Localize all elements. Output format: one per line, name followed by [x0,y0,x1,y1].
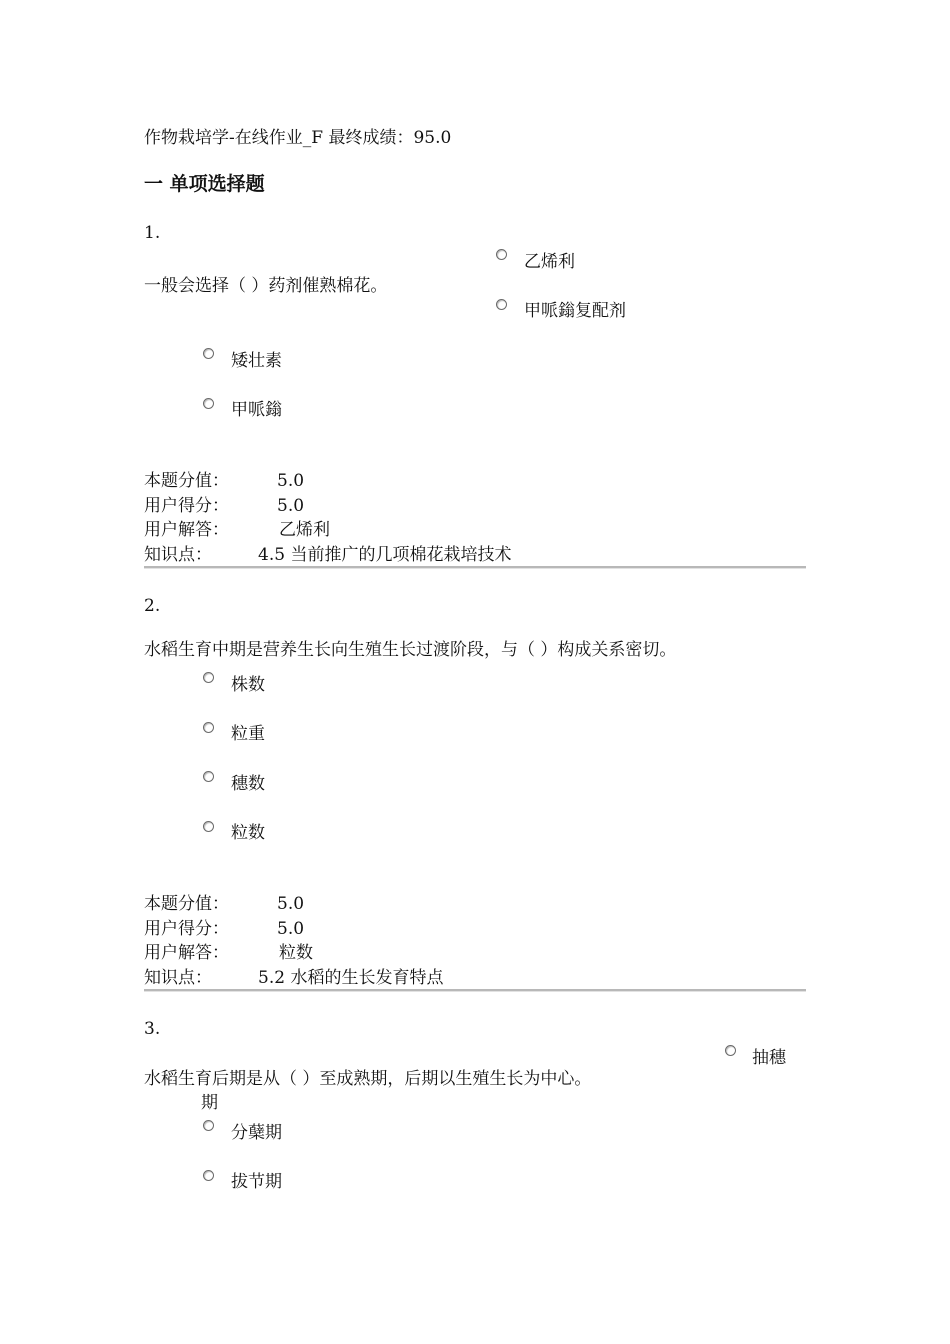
answer-label: 用户解答： [144,520,229,540]
option-radio[interactable] [203,1120,214,1131]
option-radio[interactable] [496,249,507,260]
got-value: 5.0 [277,496,305,516]
knowledge-label: 知识点： [144,968,212,988]
question-number: 1. [144,223,161,243]
knowledge-label: 知识点： [144,545,212,565]
option-label: 分蘖期 [231,1123,282,1143]
option-radio[interactable] [203,672,214,683]
option-radio[interactable] [203,821,214,832]
option-radio[interactable] [203,348,214,359]
question-number: 2. [144,596,161,616]
answer-value: 乙烯利 [279,520,330,540]
score-value: 5.0 [277,471,305,491]
question-text: 水稻生育中期是营养生长向生殖生长过渡阶段，与（ ）构成关系密切。 [144,640,677,660]
option-radio[interactable] [203,722,214,733]
option-radio[interactable] [725,1045,736,1056]
got-label: 用户得分： [144,919,229,939]
question-text: 水稻生育后期是从（ ）至成熟期，后期以生殖生长为中心。 [144,1069,592,1089]
divider [144,989,806,992]
option-radio[interactable] [203,398,214,409]
got-label: 用户得分： [144,496,229,516]
knowledge-value: 4.5 当前推广的几项棉花栽培技术 [258,545,512,565]
got-value: 5.0 [277,919,305,939]
option-label: 株数 [231,675,265,695]
option-label-head: 抽穗 [752,1048,786,1068]
question-number: 3. [144,1019,161,1039]
option-label: 粒重 [231,724,265,744]
option-label: 甲哌鎓复配剂 [524,301,626,321]
answer-label: 用户解答： [144,943,229,963]
option-radio[interactable] [203,771,214,782]
option-label: 拔节期 [231,1172,282,1192]
answer-value: 粒数 [279,943,313,963]
option-label: 粒数 [231,823,265,843]
option-label [752,1048,794,1068]
section-heading: 一 单项选择题 [144,173,265,195]
page-title: 作物栽培学-在线作业_F 最终成绩：95.0 [144,128,452,148]
divider [144,566,806,569]
knowledge-value: 5.2 水稻的生长发育特点 [258,968,444,988]
option-label-wrap: 期 [201,1093,218,1113]
score-label: 本题分值： [144,471,229,491]
score-value: 5.0 [277,894,305,914]
score-label: 本题分值： [144,894,229,914]
option-label: 矮壮素 [231,351,282,371]
option-label: 甲哌鎓 [231,400,282,420]
option-radio[interactable] [203,1170,214,1181]
question-text: 一般会选择（ ）药剂催熟棉花。 [144,276,388,296]
option-label: 乙烯利 [524,252,575,272]
option-radio[interactable] [496,299,507,310]
option-label: 穗数 [231,774,265,794]
